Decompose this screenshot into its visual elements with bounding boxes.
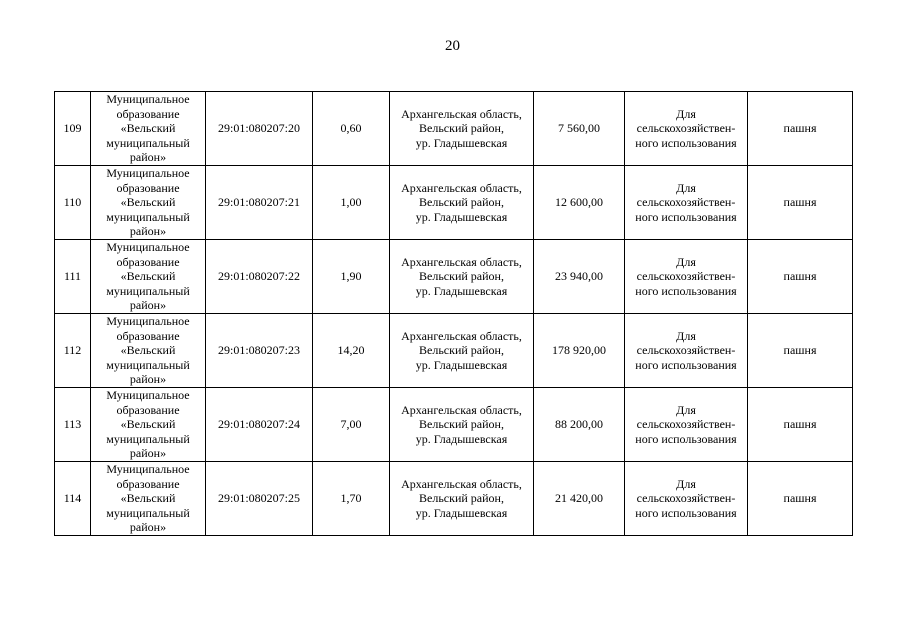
address-cell: Архангельская область, Вельский район, ур. Гладышевская [390, 388, 534, 462]
cadastral-number-cell: 29:01:080207:24 [206, 388, 313, 462]
owner-cell: Муниципальное образование «Вельский муниципальный район» [91, 240, 206, 314]
table-row [55, 92, 853, 166]
land-use-cell: пашня [748, 462, 853, 536]
cadastral-number-cell: 29:01:080207:25 [206, 462, 313, 536]
cadastral-number-cell: 29:01:080207:20 [206, 92, 313, 166]
table-row [55, 166, 853, 240]
row-number: 109 [55, 92, 91, 166]
address-cell: Архангельская область, Вельский район, ур. Гладышевская [390, 92, 534, 166]
table-body [55, 92, 853, 536]
cadastral-number-cell: 29:01:080207:23 [206, 314, 313, 388]
purpose-cell: Для сельскохозяйствен- ного использования [625, 166, 748, 240]
owner-cell: Муниципальное образование «Вельский муниципальный район» [91, 388, 206, 462]
table-row [55, 314, 853, 388]
land-use-cell: пашня [748, 166, 853, 240]
address-cell: Архангельская область, Вельский район, ур. Гладышевская [390, 240, 534, 314]
owner-cell: Муниципальное образование «Вельский муниципальный район» [91, 462, 206, 536]
table-row [55, 388, 853, 462]
owner-cell: Муниципальное образование «Вельский муниципальный район» [91, 92, 206, 166]
table-row [55, 240, 853, 314]
cadastral-number-cell: 29:01:080207:21 [206, 166, 313, 240]
purpose-cell: Для сельскохозяйствен- ного использования [625, 92, 748, 166]
area-cell: 1,70 [313, 462, 390, 536]
land-use-cell: пашня [748, 314, 853, 388]
address-cell: Архангельская область, Вельский район, ур. Гладышевская [390, 462, 534, 536]
cost-cell: 7 560,00 [534, 92, 625, 166]
land-use-cell: пашня [748, 388, 853, 462]
area-cell: 1,90 [313, 240, 390, 314]
row-number: 110 [55, 166, 91, 240]
cost-cell: 23 940,00 [534, 240, 625, 314]
address-cell: Архангельская область, Вельский район, ур. Гладышевская [390, 314, 534, 388]
row-number: 113 [55, 388, 91, 462]
purpose-cell: Для сельскохозяйствен- ного использования [625, 314, 748, 388]
land-use-cell: пашня [748, 240, 853, 314]
address-cell: Архангельская область, Вельский район, ур. Гладышевская [390, 166, 534, 240]
area-cell: 1,00 [313, 166, 390, 240]
cost-cell: 88 200,00 [534, 388, 625, 462]
area-cell: 7,00 [313, 388, 390, 462]
table-row [55, 462, 853, 536]
land-plots-table [54, 91, 853, 536]
cost-cell: 21 420,00 [534, 462, 625, 536]
cadastral-number-cell: 29:01:080207:22 [206, 240, 313, 314]
cost-cell: 12 600,00 [534, 166, 625, 240]
cost-cell: 178 920,00 [534, 314, 625, 388]
owner-cell: Муниципальное образование «Вельский муниципальный район» [91, 166, 206, 240]
purpose-cell: Для сельскохозяйствен- ного использования [625, 462, 748, 536]
purpose-cell: Для сельскохозяйствен- ного использования [625, 240, 748, 314]
land-use-cell: пашня [748, 92, 853, 166]
page-number: 20 [445, 38, 460, 54]
row-number: 114 [55, 462, 91, 536]
purpose-cell: Для сельскохозяйствен- ного использования [625, 388, 748, 462]
row-number: 111 [55, 240, 91, 314]
area-cell: 14,20 [313, 314, 390, 388]
area-cell: 0,60 [313, 92, 390, 166]
row-number: 112 [55, 314, 91, 388]
owner-cell: Муниципальное образование «Вельский муниципальный район» [91, 314, 206, 388]
